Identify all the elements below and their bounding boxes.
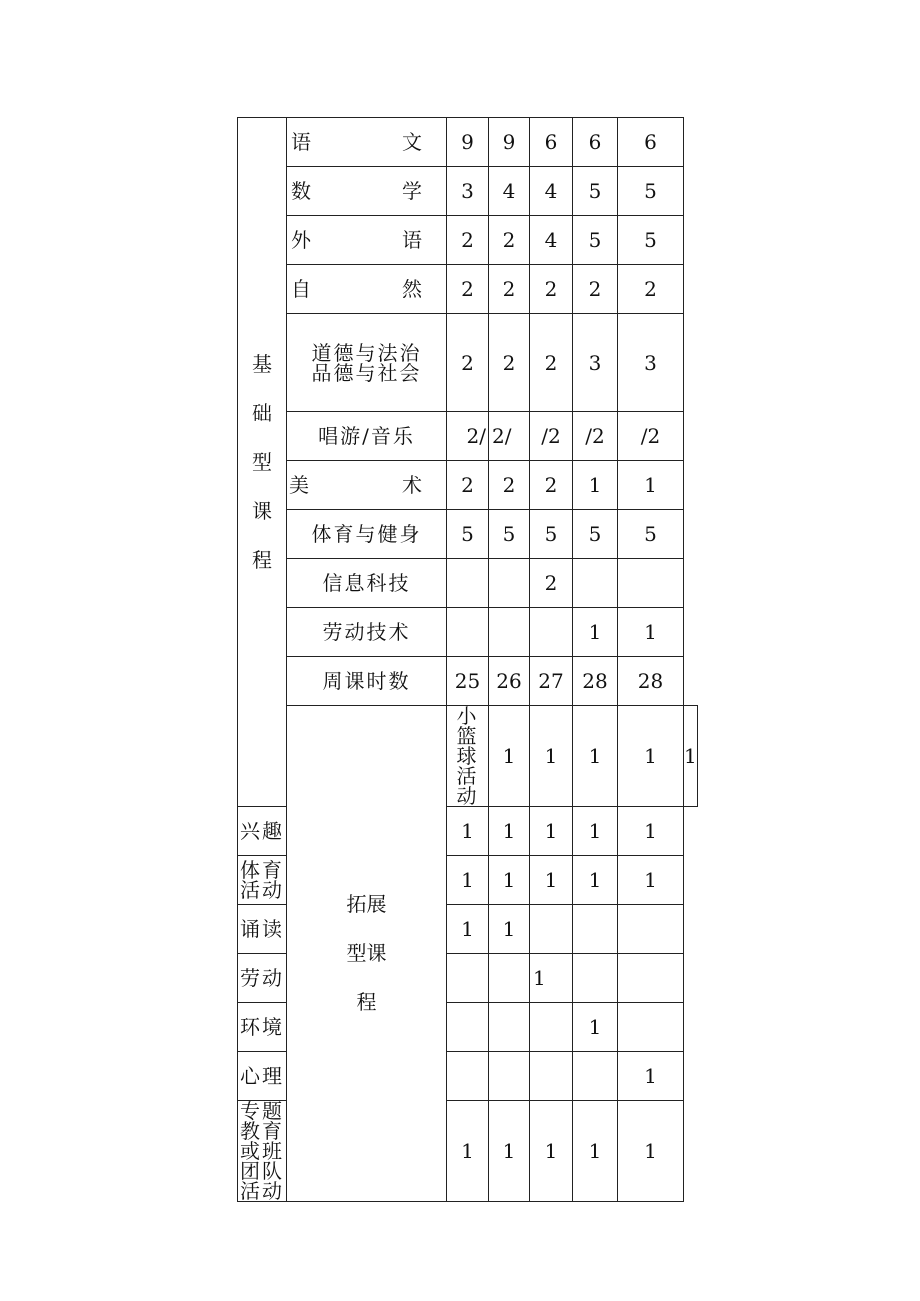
value-cell: 28	[618, 657, 684, 706]
subject-cell	[287, 314, 447, 412]
subject-cell	[287, 118, 447, 167]
subject-cell	[287, 167, 447, 216]
value-cell: 5	[573, 510, 618, 559]
value-cell	[573, 954, 618, 1003]
subject-char: 外	[291, 228, 313, 252]
table-row	[238, 265, 698, 314]
value-cell: 6	[530, 118, 573, 167]
value-cell	[618, 1003, 684, 1052]
curriculum-table	[237, 117, 698, 1202]
category-extended	[287, 706, 447, 1202]
value-cell: 4	[530, 216, 573, 265]
subject-cell: 体育活动	[238, 856, 287, 905]
value-cell: 2	[447, 265, 489, 314]
value-cell: 27	[530, 657, 573, 706]
subject-char: 语	[291, 130, 313, 154]
value-cell: 1	[573, 807, 618, 856]
value-cell: 5	[618, 510, 684, 559]
value-cell: 1	[489, 856, 530, 905]
value-cell: 25	[447, 657, 489, 706]
value-cell: 9	[489, 118, 530, 167]
value-cell: 1	[573, 856, 618, 905]
subject-line: 品德与社会	[311, 360, 422, 385]
value-cell: 2	[618, 265, 684, 314]
value-cell: /2	[530, 412, 573, 461]
subject-line: 或班团队活动	[240, 1139, 284, 1203]
value-cell: 6	[573, 118, 618, 167]
value-cell	[447, 1052, 489, 1101]
table-row	[238, 706, 698, 807]
value-cell: 1	[489, 905, 530, 954]
table-row	[238, 559, 698, 608]
value-cell: 1	[618, 807, 684, 856]
value-cell: 3	[447, 167, 489, 216]
subject-char: 美	[289, 473, 311, 497]
value-cell: 1	[447, 1101, 489, 1202]
subject-cell: 小篮球活动	[447, 706, 489, 807]
value-cell	[530, 1052, 573, 1101]
category-basic	[238, 118, 287, 807]
table-row	[238, 412, 698, 461]
subject-line: 专题教育	[240, 1099, 284, 1143]
value-cell: 5	[530, 510, 573, 559]
value-cell: 1	[447, 807, 489, 856]
subject-cell: 周课时数	[287, 657, 447, 706]
value-cell: 1	[489, 807, 530, 856]
value-cell: 1	[530, 856, 573, 905]
subject-cell: 环境	[238, 1003, 287, 1052]
value-cell: 2	[489, 314, 530, 412]
subject-cell: 心理	[238, 1052, 287, 1101]
subject-cell: 劳动	[238, 954, 287, 1003]
value-cell: 1	[618, 1101, 684, 1202]
value-cell	[530, 608, 573, 657]
value-cell	[447, 954, 489, 1003]
table-row	[238, 216, 698, 265]
value-cell: 1	[618, 608, 684, 657]
value-cell: 2	[489, 216, 530, 265]
value-cell	[489, 608, 530, 657]
value-cell	[447, 608, 489, 657]
subject-char: 数	[291, 179, 313, 203]
value-cell	[530, 1003, 573, 1052]
table-row	[238, 510, 698, 559]
subject-cell: 信息科技	[287, 559, 447, 608]
subject-char: 然	[402, 277, 424, 301]
table-row	[238, 461, 698, 510]
value-cell: 1	[530, 807, 573, 856]
subject-cell	[287, 265, 447, 314]
category-extended-label: 拓展型课程	[346, 892, 387, 1014]
subject-cell	[238, 1101, 287, 1202]
subject-cell: 兴趣	[238, 807, 287, 856]
value-cell: 1	[573, 706, 618, 807]
value-cell: 1	[489, 706, 530, 807]
value-cell: 4	[530, 167, 573, 216]
value-cell: 2	[530, 559, 573, 608]
value-cell: 3	[618, 314, 684, 412]
value-cell: 6	[618, 118, 684, 167]
value-cell: 5	[489, 510, 530, 559]
subject-cell: 体育与健身	[287, 510, 447, 559]
value-cell: 5	[573, 167, 618, 216]
value-cell: /2	[573, 412, 618, 461]
value-cell: 2	[530, 314, 573, 412]
value-cell	[489, 1003, 530, 1052]
subject-char: 语	[402, 228, 424, 252]
value-cell: 2	[447, 314, 489, 412]
value-cell	[618, 905, 684, 954]
value-cell	[618, 559, 684, 608]
category-basic-label: 基础型课程	[252, 351, 272, 572]
value-cell	[530, 905, 573, 954]
value-cell: 3	[573, 314, 618, 412]
value-cell: 1	[530, 954, 573, 1003]
subject-cell	[287, 216, 447, 265]
value-cell: 9	[447, 118, 489, 167]
value-cell: 5	[618, 167, 684, 216]
value-cell: 5	[573, 216, 618, 265]
value-cell: 2	[489, 461, 530, 510]
value-cell: 1	[618, 461, 684, 510]
value-cell: 28	[573, 657, 618, 706]
value-cell	[447, 559, 489, 608]
subject-char: 文	[402, 130, 424, 154]
table-row	[238, 118, 698, 167]
table-row	[238, 657, 698, 706]
value-cell	[447, 1003, 489, 1052]
subject-char: 学	[402, 179, 424, 203]
value-cell: 1	[447, 905, 489, 954]
value-cell: 2/	[447, 412, 489, 461]
subject-cell	[287, 461, 447, 510]
table-row	[238, 314, 698, 412]
value-cell: 2	[447, 216, 489, 265]
value-cell: 1	[489, 1101, 530, 1202]
value-cell: 1	[618, 1052, 684, 1101]
value-cell: 2	[530, 461, 573, 510]
value-cell	[489, 1052, 530, 1101]
value-cell: 1	[530, 706, 573, 807]
value-cell: /2	[618, 412, 684, 461]
value-cell: 2	[447, 461, 489, 510]
value-cell: 4	[489, 167, 530, 216]
subject-cell: 诵读	[238, 905, 287, 954]
value-cell: 1	[447, 856, 489, 905]
value-cell: 1	[618, 706, 684, 807]
value-cell	[489, 954, 530, 1003]
subject-cell: 劳动技术	[287, 608, 447, 657]
value-cell	[573, 1052, 618, 1101]
value-cell	[573, 559, 618, 608]
value-cell: 2/	[489, 412, 530, 461]
subject-line: 道德与法治	[311, 340, 422, 365]
value-cell	[618, 954, 684, 1003]
value-cell: 1	[573, 1003, 618, 1052]
value-cell: 1	[573, 608, 618, 657]
value-cell: 5	[618, 216, 684, 265]
value-cell: 2	[489, 265, 530, 314]
value-cell: 2	[573, 265, 618, 314]
value-cell	[573, 905, 618, 954]
value-cell: 1	[573, 461, 618, 510]
value-cell: 26	[489, 657, 530, 706]
value-cell: 1	[530, 1101, 573, 1202]
value-cell: 1	[573, 1101, 618, 1202]
table-row	[238, 608, 698, 657]
value-cell	[489, 559, 530, 608]
value-cell: 1	[684, 706, 698, 807]
subject-cell: 唱游/音乐	[287, 412, 447, 461]
value-cell: 1	[618, 856, 684, 905]
subject-char: 自	[291, 277, 313, 301]
value-cell: 2	[530, 265, 573, 314]
value-cell: 5	[447, 510, 489, 559]
subject-char: 术	[402, 473, 424, 497]
table-row	[238, 167, 698, 216]
